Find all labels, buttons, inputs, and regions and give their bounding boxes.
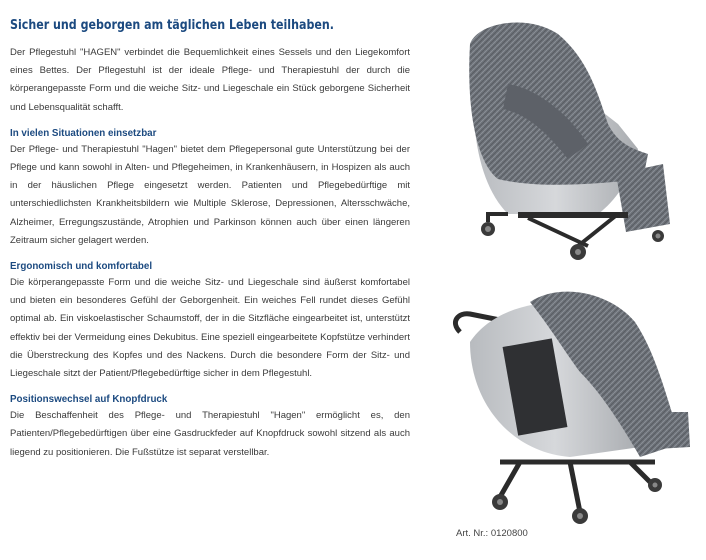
- section-text-ergonomic: Die körperangepasste Form und die weiche Sitz- und Liegeschale sind äußerst komfortabel und bieten ein besonderes Gefühl der Geborgenheit. Ein weiches Fell rundet dieses Gefühl optimal ab. Ein viskoelastischer Schaumstoff, der in die Sitzfläche eingearbeitet ist, unterstützt effektiv bei der Vermeidung eines Dekubitus. Eine speziell eingearbeitete Kopfstütze verhindert die Überstreckung des Kopfes und des Nackens. Durch die besondere Form der Sitz- und Liegeschale sitzt der Patient/Pflegebedürftige sicher in dem Pflegestuhl.: [10, 277, 410, 380]
- section-heading-ergonomic: Ergonomisch und komfortabel: [10, 261, 153, 273]
- chair-reclined-image: [440, 282, 698, 526]
- article-number: Art. Nr.: 0120800: [456, 528, 528, 539]
- chair-upright-image: [448, 14, 694, 264]
- section-heading-position: Positionswechsel auf Knopfdruck: [10, 394, 168, 406]
- section-text-position: Die Beschaffenheit des Pflege- und Therapiestuhl "Hagen" ermöglicht es, den Patienten/Pflegebedürftigen über eine Gasdruckfeder auf Knopfdruck sowohl sitzend als auch liegend zu positionieren. Die Fußstütze ist separat verstellbar.: [10, 410, 410, 458]
- section-text-situations: Der Pflege- und Therapiestuhl "Hagen" bietet dem Pflegepersonal gute Unterstützung bei der Pflege und kann sowohl in Alten- und Pflegeheimen, in Krankenhäusern, in Hospizen als auch in der häuslichen Pflege eingesetzt werden. Patienten und Pflegebedürftige mit unterschiedlichsten Krankheitsbildern wie Multiple Sklerose, Depressionen, Altersschwäche, Alzheimer, Erregungszustände, Atrophien und Parkinson können auch über einen längeren Zeitraum sicher gelagert werden.: [10, 143, 410, 246]
- text-column: [10, 16, 410, 462]
- intro-paragraph: Der Pflegestuhl "HAGEN" verbindet die Bequemlichkeit eines Sessels und den Liegekomfort eines Bettes. Der Pflegestuhl ist der ideale Pflege- und Therapiestuhl der durch die körperangepasste Form und die weiche Sitz- und Liegeschale ein Stück geborgene Sicherheit und Lebensqualität schafft.: [10, 47, 410, 113]
- section-heading-situations: In vielen Situationen einsetzbar: [10, 127, 157, 139]
- page-title: Sicher und geborgen am täglichen Leben teilhaben.: [10, 17, 334, 33]
